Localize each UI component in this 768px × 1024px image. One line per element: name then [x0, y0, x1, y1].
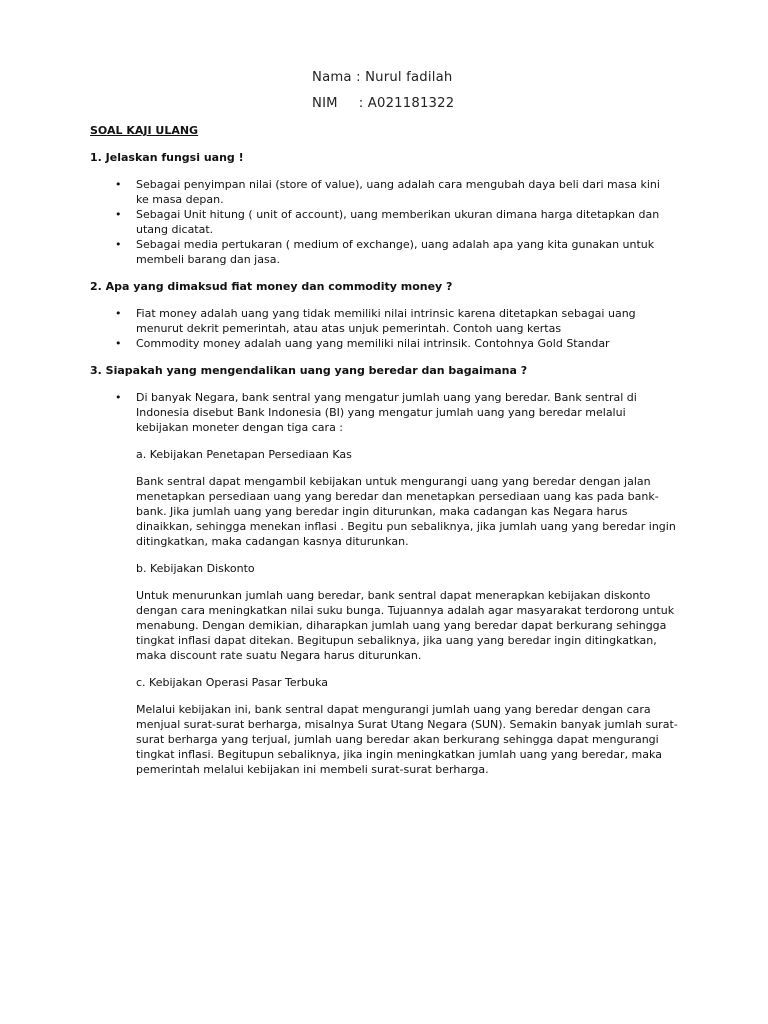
- student-nim: [312, 96, 454, 111]
- question-1: 1. Jelaskan fungsi uang !: [90, 151, 244, 164]
- nim-value: : A021181322: [358, 96, 455, 111]
- policy-c-heading: c. Kebijakan Operasi Pasar Terbuka: [136, 676, 329, 689]
- question-2: 2. Apa yang dimaksud fiat money dan commodity money ?: [90, 280, 453, 293]
- question-3: 3. Siapakah yang mengendalikan uang yang beredar dan bagaimana ?: [90, 364, 528, 377]
- student-name: Nama : Nurul fadilah: [312, 70, 453, 85]
- question-2-answers: [90, 306, 690, 351]
- policy-a-text: Bank sentral dapat mengambil kebijakan untuk mengurangi uang yang beredar dengan jalan menetapkan persediaan uang yang beredar dan menetapkan persediaan uang kas pada bank-bank. Jika jumlah uang yang beredar ingin diturunkan, maka cadangan kas Negara harus dinaikkan, sehingga menekan inflasi . Begitu pun sebaliknya, jika jumlah uang yang beredar ingin ditingkatkan, maka cadangan kasnya diturunkan.: [136, 475, 676, 548]
- bullet-icon: •: [115, 208, 122, 221]
- question-1-answers: [90, 177, 690, 267]
- list-item: [90, 336, 676, 351]
- list-item: [90, 207, 676, 237]
- list-item: [90, 237, 676, 267]
- bullet-icon: •: [115, 391, 122, 404]
- bullet-icon: •: [115, 238, 122, 251]
- answer-text: Fiat money adalah uang yang tidak memiliki nilai intrinsic karena ditetapkan sebagai uang menurut dekrit pemerintah, atau atas unjuk pemerintah. Contoh uang kertas: [136, 307, 636, 335]
- answer-text: Di banyak Negara, bank sentral yang mengatur jumlah uang yang beredar. Bank sentral di Indonesia disebut Bank Indonesia (BI) yang mengatur jumlah uang yang beredar melalui kebijakan moneter dengan tiga cara :: [136, 391, 637, 434]
- policy-a-heading: a. Kebijakan Penetapan Persediaan Kas: [136, 448, 352, 461]
- list-item: [90, 306, 676, 336]
- question-3-answers: [90, 390, 690, 435]
- answer-text: Sebagai media pertukaran ( medium of exchange), uang adalah apa yang kita gunakan untuk membeli barang dan jasa.: [136, 238, 655, 266]
- policy-b-heading: b. Kebijakan Diskonto: [136, 562, 255, 575]
- nim-label: NIM: [312, 96, 338, 111]
- bullet-icon: •: [115, 307, 122, 320]
- document-body: [90, 123, 690, 789]
- bullet-icon: •: [115, 178, 122, 191]
- answer-text: Commodity money adalah uang yang memiliki nilai intrinsik. Contohnya Gold Standar: [136, 337, 610, 350]
- bullet-icon: •: [115, 337, 122, 350]
- list-item: [90, 177, 676, 207]
- policy-c-text: Melalui kebijakan ini, bank sentral dapat mengurangi jumlah uang yang beredar dengan cara menjual surat-surat berharga, misalnya Surat Utang Negara (SUN). Semakin banyak jumlah surat-surat berharga yang terjual, jumlah uang beredar akan berkurang sehingga dapat mengurangi tingkat inflasi. Begitupun sebaliknya, jika ingin meningkatkan jumlah uang yang beredar, maka pemerintah melalui kebijakan ini membeli surat-surat berharga.: [136, 703, 678, 776]
- policy-b-text: Untuk menurunkan jumlah uang beredar, bank sentral dapat menerapkan kebijakan diskonto dengan cara meningkatkan nilai suku bunga. Tujuannya adalah agar masyarakat terdorong untuk menabung. Dengan demikian, diharapkan jumlah uang yang beredar dapat berkurang sehingga tingkat inflasi dapat ditekan. Begitupun sebaliknya, jika uang yang beredar ingin ditingkatkan, maka discount rate suatu Negara harus diturunkan.: [136, 589, 675, 662]
- section-title: SOAL KAJI ULANG: [90, 124, 199, 137]
- list-item: [90, 390, 676, 435]
- answer-text: Sebagai penyimpan nilai (store of value), uang adalah cara mengubah daya beli dari masa kini ke masa depan.: [136, 178, 660, 206]
- answer-text: Sebagai Unit hitung ( unit of account), uang memberikan ukuran dimana harga ditetapkan dan utang dicatat.: [136, 208, 660, 236]
